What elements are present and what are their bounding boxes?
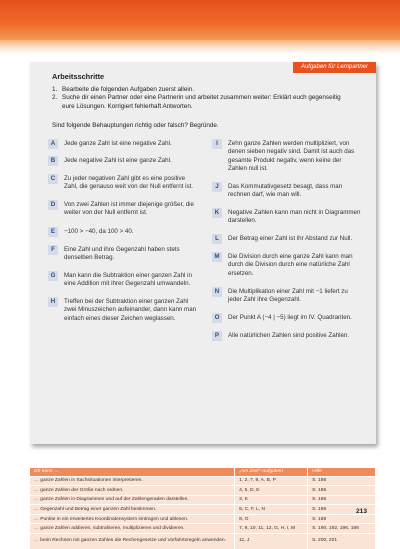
table-cell: … Punkte in ein erweitertes Koordinatensystem eintragen und ablesen. bbox=[30, 514, 235, 524]
column-header: „Am Ziel!“-Aufgaben bbox=[235, 468, 308, 476]
table-cell: … beim Rechnen mit ganzen Zahlen die Rechengesetze und Vorfahrtsregeln anwenden. bbox=[30, 534, 235, 549]
table-cell: S. 188 bbox=[308, 514, 376, 524]
top-color-band bbox=[0, 0, 400, 40]
statement-text: Jede ganze Zahl ist eine negative Zahl. bbox=[64, 140, 172, 147]
table-row bbox=[30, 486, 376, 496]
statement-text: Man kann die Subtraktion einer ganzen Zahl in eine Addition mit ihrer Gegenzahl umwandeln. bbox=[64, 272, 192, 288]
statement-p bbox=[212, 332, 362, 341]
column-header: Hilfe bbox=[308, 468, 376, 476]
statement-letter: M bbox=[212, 252, 222, 262]
statement-letter: D bbox=[48, 200, 58, 210]
table-cell: 6, C, F, L, N bbox=[235, 505, 308, 515]
table-cell: 1, 2, 7, 9, A, B, P bbox=[235, 476, 308, 486]
statement-letter: C bbox=[48, 174, 58, 184]
table-row bbox=[30, 495, 376, 505]
statement-text: Jede negative Zahl ist eine ganze Zahl. bbox=[64, 157, 172, 164]
statement-text: Von zwei Zahlen ist immer diejenige größer, die weiter von der Null entfernt ist. bbox=[64, 201, 194, 217]
statement-m bbox=[212, 253, 362, 278]
statement-g bbox=[48, 272, 198, 289]
statement-text: Das Kommutativgesetz besagt, dass man rechnen darf, wie man will. bbox=[228, 183, 343, 199]
table-row bbox=[30, 534, 376, 549]
table-cell: 8, O bbox=[235, 514, 308, 524]
table-cell: S. 186 bbox=[308, 505, 376, 515]
statement-text: Negative Zahlen kann man nicht in Diagrammen darstellen. bbox=[228, 209, 361, 225]
statement-n bbox=[212, 288, 362, 305]
table-row bbox=[30, 524, 376, 534]
statement-letter: G bbox=[48, 271, 58, 281]
table-cell: S. 186 bbox=[308, 486, 376, 496]
table-row bbox=[30, 514, 376, 524]
statement-text: −100 > −40, da 100 > 40. bbox=[64, 228, 134, 235]
statement-a bbox=[48, 140, 198, 149]
statement-text: Zu jeder negativen Zahl gibt es eine positive Zahl, die genauso weit von der Null entfernt ist. bbox=[64, 175, 193, 191]
statement-text: Die Division durch eine ganze Zahl kann man durch die Division durch eine natürliche Zahl ersetzen. bbox=[228, 253, 353, 277]
statement-f bbox=[48, 246, 198, 263]
table-cell: … ganze Zahlen der Größe nach ordnen. bbox=[30, 486, 235, 496]
step-1 bbox=[52, 86, 352, 94]
statement-h bbox=[48, 298, 198, 323]
card-title: Arbeitsschritte bbox=[52, 72, 105, 81]
table-cell: 7, 9, 10, 11, 12, G, H, I, M bbox=[235, 524, 308, 534]
table-cell: 11, J bbox=[235, 534, 308, 549]
statement-text: Eine Zahl und ihre Gegenzahl haben stets denselben Betrag. bbox=[64, 246, 180, 262]
page-number: 213 bbox=[356, 508, 368, 515]
statement-text: Der Betrag einer Zahl ist ihr Abstand zur Null. bbox=[228, 235, 353, 242]
table-cell: S. 186 bbox=[308, 495, 376, 505]
table-cell: … ganze Zahlen addieren, subtrahieren, multiplizieren und dividieren. bbox=[30, 524, 235, 534]
step-number: 1. bbox=[52, 86, 58, 93]
table-cell: … ganze Zahlen in Diagrammen und auf der Zahlengeraden darstellen. bbox=[30, 495, 235, 505]
step-number: 2. bbox=[52, 94, 58, 102]
statement-text: Die Multiplikation einer Zahl mit −1 liefert zu jeder Zahl ihre Gegenzahl. bbox=[228, 288, 348, 304]
statement-letter: K bbox=[212, 208, 222, 218]
step-2 bbox=[52, 94, 352, 111]
statement-i bbox=[212, 140, 362, 173]
table-cell: S. 186 bbox=[308, 476, 376, 486]
statement-b bbox=[48, 157, 198, 166]
statement-e bbox=[48, 228, 198, 237]
statement-c bbox=[48, 175, 198, 192]
statement-letter: A bbox=[48, 139, 58, 149]
table-cell: S. 190, 192, 196, 198 bbox=[308, 524, 376, 534]
exercise-card bbox=[30, 62, 376, 444]
question-text: Sind folgende Behauptungen richtig oder falsch? Begründe. bbox=[52, 122, 219, 129]
statement-j bbox=[212, 183, 362, 200]
statement-letter: B bbox=[48, 156, 58, 166]
statement-letter: P bbox=[212, 331, 222, 341]
table-row bbox=[30, 505, 376, 515]
step-text: Suche dir einen Partner oder eine Partnerin und arbeitet zusammen weiter: Erklärt euch gegenseitig eure Lösungen. Korrigiert fehlerhaft Antworten. bbox=[62, 94, 341, 110]
work-steps bbox=[52, 86, 352, 111]
card-tag: Aufgaben für Lernpartner bbox=[293, 62, 376, 73]
step-text: Bearbeite die folgenden Aufgaben zuerst allein. bbox=[62, 86, 194, 93]
statement-l bbox=[212, 235, 362, 244]
statement-letter: F bbox=[48, 245, 58, 255]
table-cell: S. 200, 201 bbox=[308, 534, 376, 549]
table-header-row bbox=[30, 468, 376, 476]
statement-text: Zehn ganze Zahlen werden multipliziert, von denen sieben negativ sind. Damit ist auch das gesamte Produkt negativ, wenn keine der Zahlen null ist. bbox=[228, 140, 355, 172]
table-cell: … Gegenzahl und Betrag einer ganzen Zahl bestimmen. bbox=[30, 505, 235, 515]
table-row bbox=[30, 476, 376, 486]
statement-letter: N bbox=[212, 287, 222, 297]
self-check-table bbox=[30, 468, 376, 549]
statement-text: Alle natürlichen Zahlen sind positive Zahlen. bbox=[228, 332, 350, 339]
statement-letter: H bbox=[48, 297, 58, 307]
table-cell: … ganze Zahlen in Sachsituationen interpretieren. bbox=[30, 476, 235, 486]
statement-letter: I bbox=[212, 139, 222, 149]
statement-k bbox=[212, 209, 362, 226]
statement-letter: J bbox=[212, 182, 222, 192]
statement-letter: E bbox=[48, 227, 58, 237]
statement-letter: L bbox=[212, 234, 222, 244]
column-header: Ich kann … bbox=[30, 468, 235, 476]
statement-text: Der Punkt A (−4 | −5) liegt im IV. Quadranten. bbox=[228, 314, 352, 321]
statement-o bbox=[212, 314, 362, 323]
statement-text: Treffen bei der Subtraktion einer ganzen Zahl zwei Minuszeichen aufeinander, dann kann man einfach eines dieser Zeichen weglassen. bbox=[64, 298, 197, 322]
statement-d bbox=[48, 201, 198, 218]
table-cell: 3, K bbox=[235, 495, 308, 505]
top-band-fade bbox=[0, 40, 400, 54]
table-cell: 4, 5, D, E bbox=[235, 486, 308, 496]
statement-letter: O bbox=[212, 313, 222, 323]
